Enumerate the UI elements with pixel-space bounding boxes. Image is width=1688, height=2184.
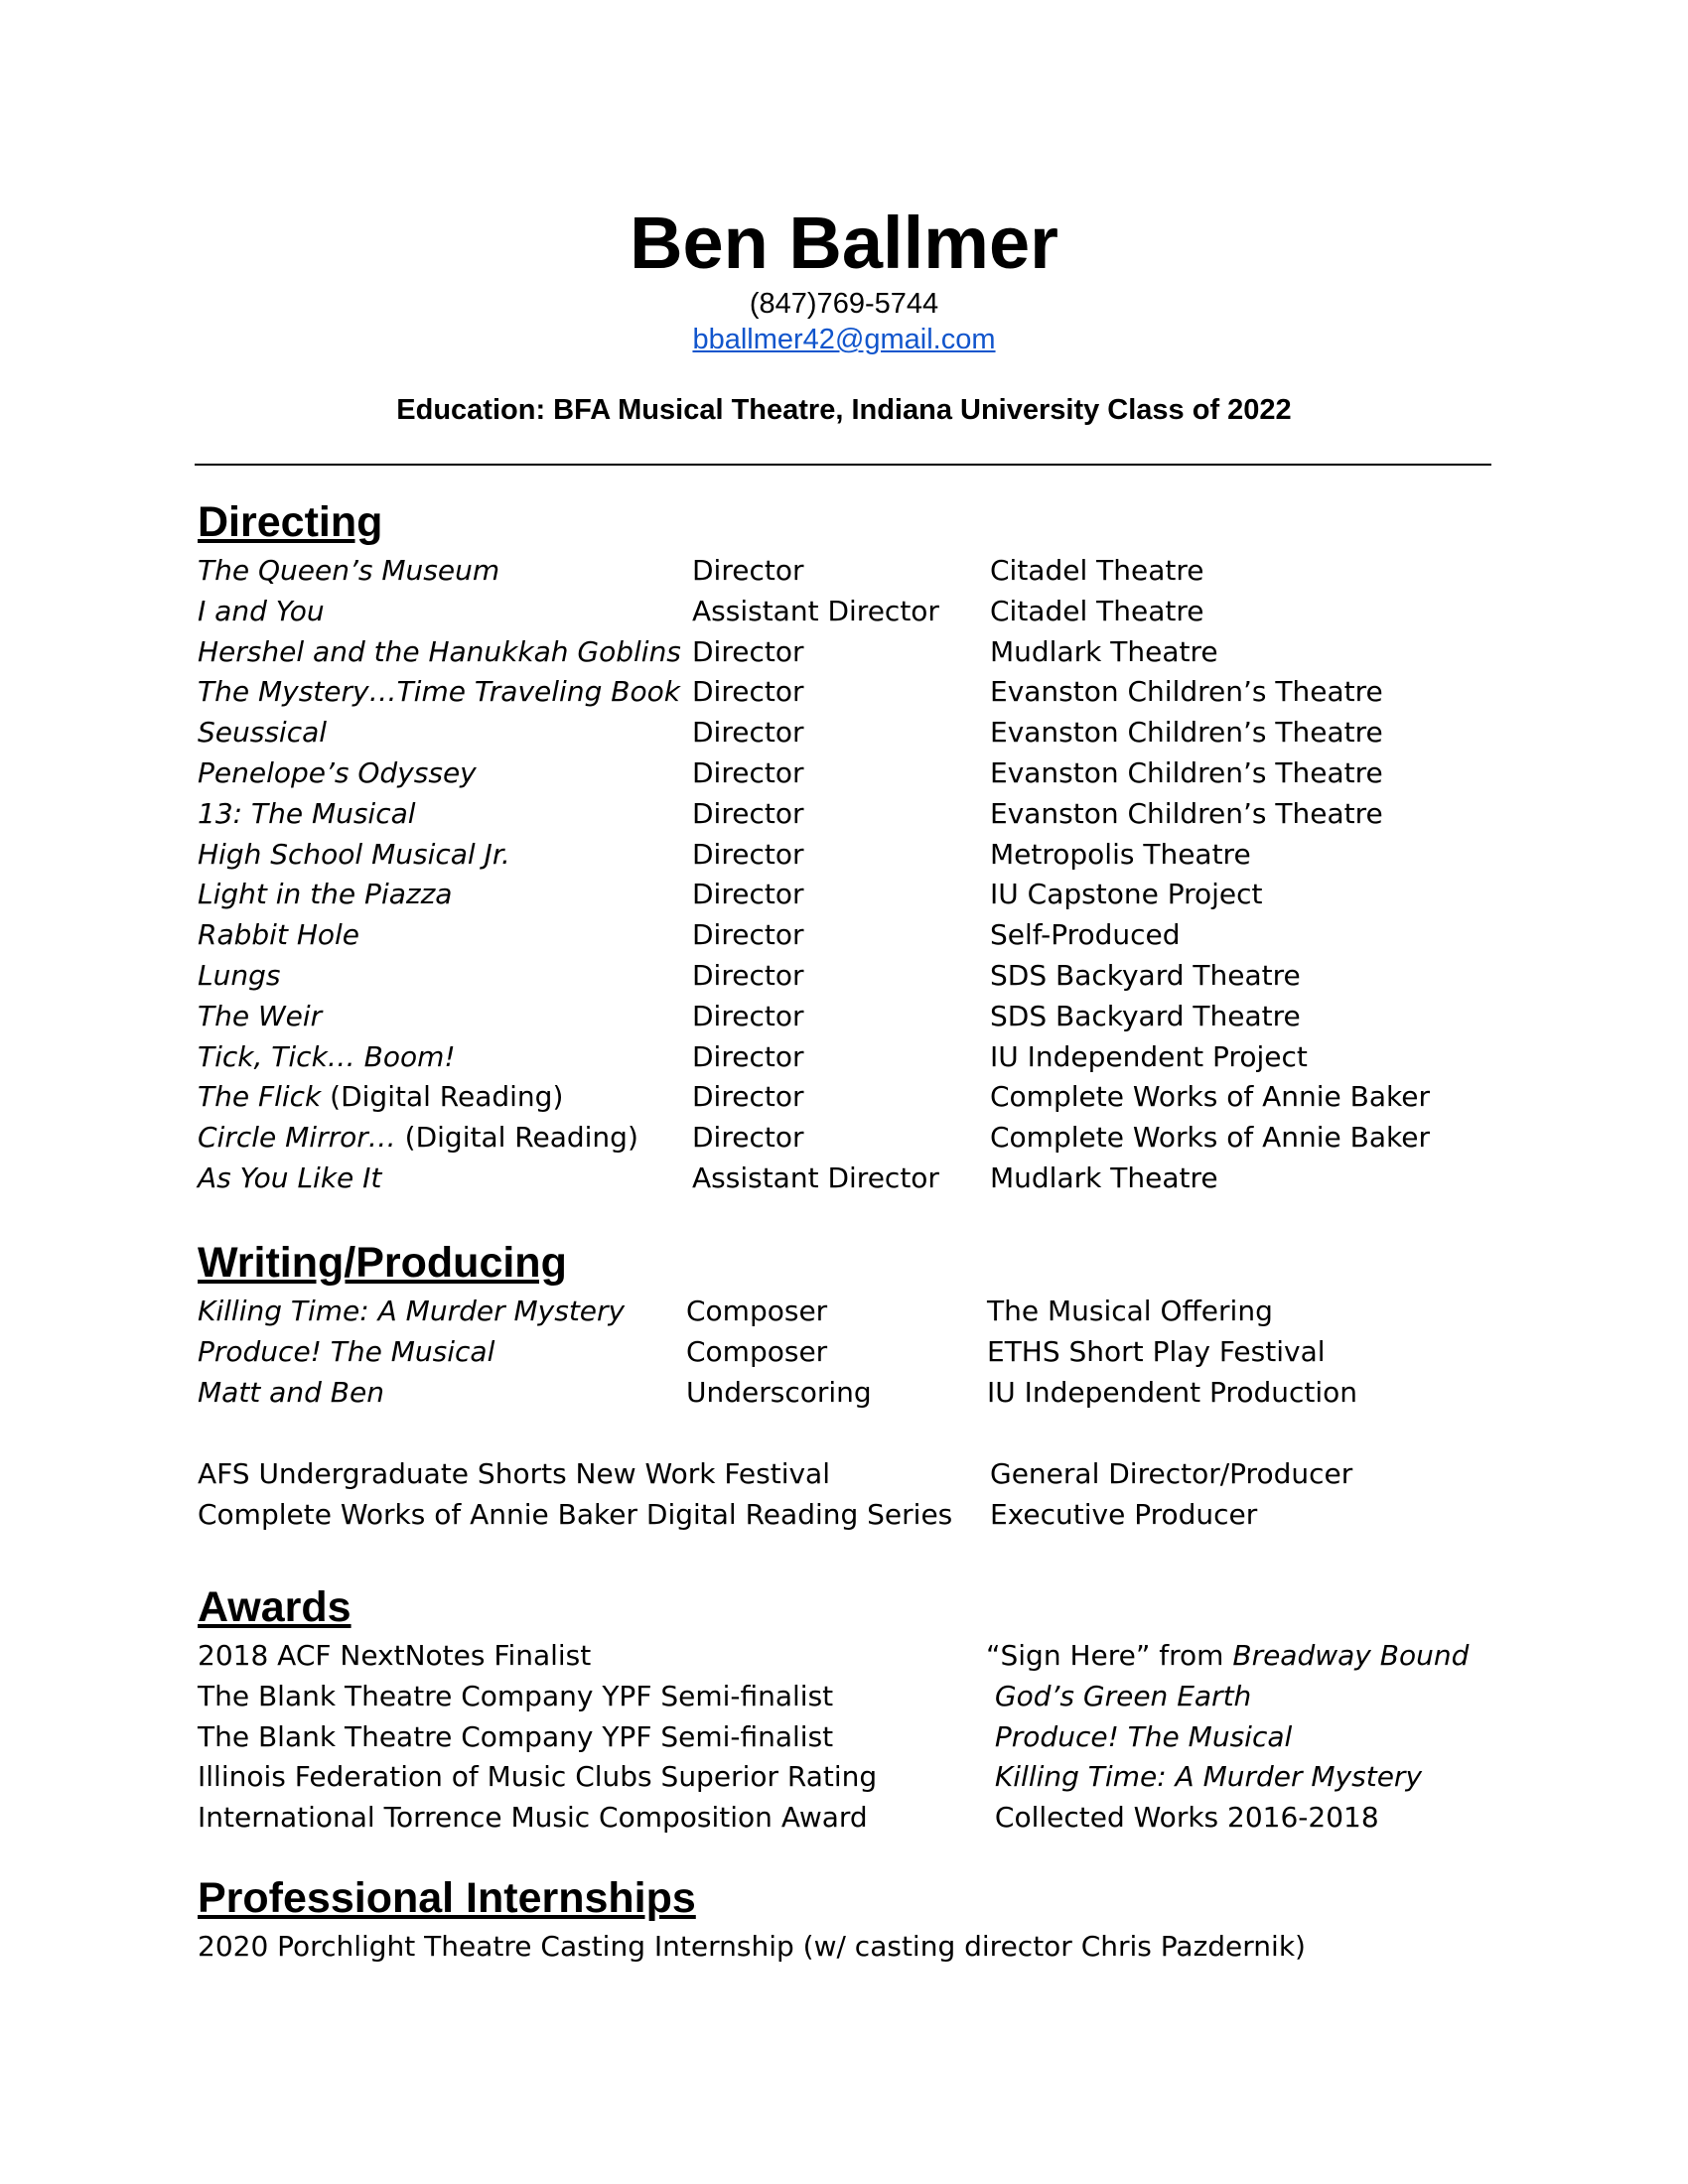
- award-work-title: Produce! The Musical: [994, 1719, 1293, 1753]
- credit-row: [0, 835, 1688, 876]
- credit-company: IU Independent Project: [990, 1039, 1308, 1073]
- internships-heading: Professional Internships: [198, 1874, 696, 1922]
- show-title: The Weir: [198, 999, 323, 1032]
- show-title: The Flick: [198, 1080, 322, 1114]
- credit-company: SDS Backyard Theatre: [990, 999, 1301, 1032]
- resume-name: Ben Ballmer: [630, 202, 1058, 284]
- directing-heading: Directing: [198, 498, 383, 546]
- credit-row: [0, 551, 1688, 592]
- credit-company: Mudlark Theatre: [990, 1160, 1218, 1194]
- credit-company: Citadel Theatre: [990, 554, 1204, 587]
- credit-role: Director: [692, 837, 804, 871]
- producing-row: [0, 1495, 1688, 1536]
- show-title: The Mystery…Time Traveling Book: [198, 675, 680, 709]
- project-name: Complete Works of Annie Baker Digital Reading Series: [198, 1497, 953, 1531]
- producing-list: [0, 1454, 1688, 1536]
- credit-company: Citadel Theatre: [990, 594, 1204, 627]
- phone-number: (847)769-5744: [749, 288, 939, 320]
- credit-role: Director: [692, 878, 804, 911]
- award-row: [0, 1798, 1688, 1839]
- show-title: I and You: [198, 594, 325, 627]
- credit-role: Director: [692, 675, 804, 709]
- credit-row: [0, 1332, 1688, 1373]
- credit-row: [0, 1077, 1688, 1118]
- credit-row: [0, 1159, 1688, 1199]
- show-title: As You Like It: [198, 1160, 382, 1194]
- award-work-prefix: “Sign Here” from: [986, 1639, 1233, 1672]
- credit-role: Director: [692, 554, 804, 587]
- show-title: Rabbit Hole: [198, 918, 360, 952]
- award-work-title: Killing Time: A Murder Mystery: [994, 1760, 1423, 1794]
- credit-role: Director: [692, 918, 804, 952]
- credit-role: Director: [692, 634, 804, 668]
- credit-company: Self-Produced: [990, 918, 1181, 952]
- credit-role: Director: [692, 1039, 804, 1073]
- credit-company: Complete Works of Annie Baker: [990, 1080, 1430, 1114]
- award-work-title: Breadway Bound: [1232, 1639, 1470, 1672]
- credit-row: [0, 1037, 1688, 1078]
- award-name: The Blank Theatre Company YPF Semi-finalist: [198, 1719, 834, 1753]
- writing-list: [0, 1292, 1688, 1413]
- award-work-prefix: [986, 1760, 995, 1793]
- award-work: [986, 1798, 1379, 1839]
- directing-list: [0, 551, 1688, 1199]
- show-title: Circle Mirror…: [198, 1121, 396, 1155]
- credit-role: Director: [692, 958, 804, 992]
- project-role: Executive Producer: [990, 1497, 1258, 1531]
- award-work: [986, 1677, 1251, 1717]
- credit-role: Assistant Director: [692, 1160, 939, 1194]
- internship-text: 2020 Porchlight Theatre Casting Internship (w/ casting director Chris Pazdernik): [198, 1930, 1306, 1963]
- show-title: Seussical: [198, 716, 328, 750]
- credit-company: The Musical Offering: [987, 1295, 1273, 1327]
- credit-row: [0, 1118, 1688, 1159]
- credit-role: Director: [692, 1080, 804, 1114]
- credit-row: [0, 875, 1688, 915]
- award-row: [0, 1636, 1688, 1677]
- producing-row: [0, 1454, 1688, 1495]
- credit-company: Evanston Children’s Theatre: [990, 755, 1383, 789]
- writing-heading: Writing/Producing: [198, 1239, 567, 1287]
- show-title: Matt and Ben: [198, 1375, 384, 1409]
- credit-role: Director: [692, 999, 804, 1032]
- credit-company: Evanston Children’s Theatre: [990, 675, 1383, 709]
- credit-company: Complete Works of Annie Baker: [990, 1121, 1430, 1155]
- award-work: [986, 1636, 1469, 1677]
- project-name: AFS Undergraduate Shorts New Work Festival: [198, 1457, 830, 1490]
- credit-role: Director: [692, 796, 804, 830]
- awards-list: [0, 1636, 1688, 1839]
- show-note: (Digital Reading): [395, 1121, 638, 1155]
- credit-role: Director: [692, 716, 804, 750]
- credit-company: SDS Backyard Theatre: [990, 958, 1301, 992]
- award-name: International Torrence Music Composition Award: [198, 1801, 868, 1835]
- show-title: Killing Time: A Murder Mystery: [198, 1295, 626, 1327]
- show-title: Hershel and the Hanukkah Goblins: [198, 634, 681, 668]
- award-name: 2018 ACF NextNotes Finalist: [198, 1639, 592, 1672]
- email-link[interactable]: bballmer42@gmail.com: [692, 324, 996, 355]
- credit-row: [0, 997, 1688, 1037]
- project-role: General Director/Producer: [990, 1457, 1353, 1490]
- credit-company: IU Capstone Project: [990, 878, 1263, 911]
- credit-row: [0, 794, 1688, 835]
- award-name: Illinois Federation of Music Clubs Superior Rating: [198, 1760, 878, 1794]
- award-work-prefix: [986, 1680, 995, 1712]
- award-row: [0, 1757, 1688, 1798]
- credit-company: IU Independent Production: [987, 1375, 1357, 1409]
- credit-company: Evanston Children’s Theatre: [990, 796, 1383, 830]
- credit-role: Director: [692, 1121, 804, 1155]
- show-note: (Digital Reading): [321, 1080, 564, 1114]
- show-title: The Queen’s Museum: [198, 554, 500, 587]
- internships-list: [0, 1927, 1688, 1968]
- show-title: Produce! The Musical: [198, 1334, 495, 1368]
- award-name: The Blank Theatre Company YPF Semi-finalist: [198, 1679, 834, 1712]
- credit-role: Assistant Director: [692, 594, 939, 627]
- credit-company: Metropolis Theatre: [990, 837, 1251, 871]
- credit-row: [0, 915, 1688, 956]
- internship-row: [0, 1927, 1688, 1968]
- show-cell: [198, 1077, 563, 1118]
- credit-row: [0, 753, 1688, 794]
- credit-company: ETHS Short Play Festival: [987, 1334, 1326, 1368]
- credit-company: Mudlark Theatre: [990, 634, 1218, 668]
- credit-company: Evanston Children’s Theatre: [990, 716, 1383, 750]
- header-divider: [195, 464, 1491, 466]
- education-line: Education: BFA Musical Theatre, Indiana University Class of 2022: [396, 394, 1292, 426]
- credit-role: Underscoring: [686, 1375, 872, 1409]
- award-row: [0, 1717, 1688, 1758]
- credit-row: [0, 632, 1688, 673]
- credit-role: Director: [692, 755, 804, 789]
- awards-heading: Awards: [198, 1583, 352, 1631]
- show-title: High School Musical Jr.: [198, 837, 510, 871]
- award-work: [986, 1757, 1422, 1798]
- show-title: 13: The Musical: [198, 796, 416, 830]
- show-title: Penelope’s Odyssey: [198, 755, 477, 789]
- show-cell: [198, 1118, 638, 1159]
- show-title: Tick, Tick… Boom!: [198, 1039, 456, 1073]
- credit-row: [0, 1373, 1688, 1414]
- credit-row: [0, 1292, 1688, 1332]
- award-work-title: God’s Green Earth: [994, 1679, 1252, 1712]
- credit-role: Composer: [686, 1295, 828, 1327]
- show-title: Light in the Piazza: [198, 878, 453, 911]
- award-row: [0, 1677, 1688, 1717]
- credit-row: [0, 592, 1688, 632]
- show-title: Lungs: [198, 958, 281, 992]
- email-line: [0, 322, 1688, 357]
- credit-row: [0, 956, 1688, 997]
- credit-row: [0, 672, 1688, 713]
- award-work: [986, 1717, 1292, 1758]
- award-work-prefix: [986, 1720, 995, 1753]
- credit-row: [0, 713, 1688, 753]
- credit-role: Composer: [686, 1334, 828, 1368]
- award-work-prefix: Collected Works 2016-2018: [986, 1801, 1379, 1835]
